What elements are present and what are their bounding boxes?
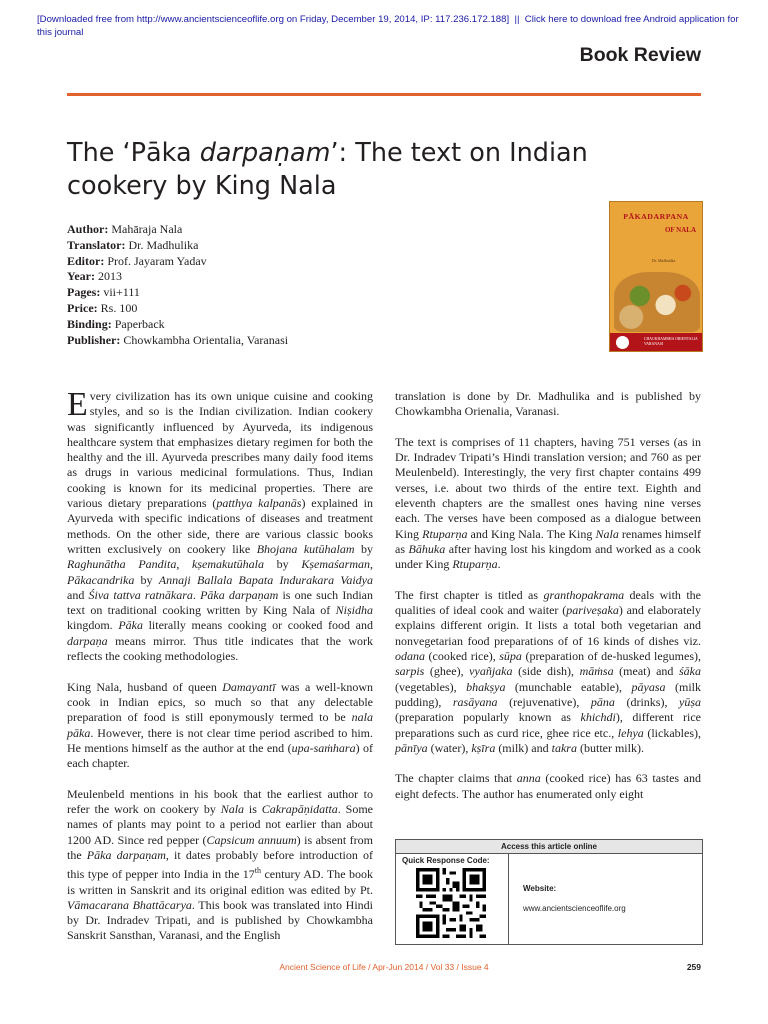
paragraph: The text is comprises of 11 chapters, having 751 verses (as in Dr. Indradev Tripati’s Hindi translation version; and 760 as per Meulenbeld). Interestingly, the very first chapter contains 499 verses, i.e. about two thirds of the entire text. Eighth and eleventh chapters are the smallest ones having nine verses each. The verses have been composed as a dialogue between King Rtuparṇa and King Nala. The King Nala renames himself as Bāhuka after having lost his kingdom and worked as a cook under King Rtuparṇa. bbox=[395, 434, 702, 572]
qr-cell bbox=[396, 854, 509, 944]
qr-label: Quick Response Code: bbox=[402, 856, 490, 865]
paragraph: King Nala, husband of queen Damayantī was a well-known cook in Indian epics, so much so that any delectable preparation of food is still eponymously termed to be nala pāka. However, there is not clear time period ascribed to him. He mentions himself as the author at the end (upa-saṁhara) of each chapter. bbox=[67, 679, 374, 771]
publisher-logo-icon bbox=[616, 336, 629, 349]
meta-price: Price: Rs. 100 bbox=[67, 300, 138, 315]
cover-title: PĀKADARPANA bbox=[623, 212, 689, 221]
paragraph: The chapter claims that anna (cooked rice) has 63 tastes and eight defects. The author has enumerated only eight bbox=[395, 771, 701, 801]
paragraph: Every civilization has its own unique cuisine and cooking styles, and so is the Indian civilization. Indian cookery was significantly influenced by Ayurveda, its indigenous healthcare system that emphasizes dietary regimen for both the healthy and the ill. Ayurveda prescribes many daily food items as drugs in various medicinal formulations. Thus, Indian cooking is known for its medicinal properties. There are various dietary preparations (patthya kalpanās) explained in Ayurveda with specific indications of diseases and treatment methods. On the other side, there are various classic books written exclusively on cookery like Bhojana kutūhalam by Raghunātha Pandita, kṣemakutūhala by Kṣemaśarman, Pākacandrika by Annaji Ballala Bapata Indurakara Vaidya and Śiva tattva ratnākara. Pāka darpaṇam is one such Indian text on traditional cooking written by King Nala of Niṣidha kingdom. Pāka literally means cooking or cooked food and darpaṇa means mirror. Thus title indicates that the work reflects the cooking methodologies. bbox=[67, 386, 374, 664]
meta-year: Year: 2013 bbox=[67, 269, 122, 284]
meta-binding: Binding: Paperback bbox=[67, 316, 165, 331]
access-box bbox=[395, 839, 703, 945]
paragraph: translation is done by Dr. Madhulika and is published by Chowkambha Orienalia, Varanasi. bbox=[395, 389, 701, 419]
section-heading: Book Review bbox=[579, 44, 701, 66]
header-rule bbox=[67, 93, 701, 96]
cover-subtitle: OF NALA bbox=[664, 226, 696, 234]
cover-publisher: CHAUKHAMBHA ORIENTALIA VARANASI bbox=[644, 337, 698, 346]
meta-pages: Pages: vii+111 bbox=[67, 285, 140, 300]
access-header: Access this article online bbox=[396, 840, 702, 854]
website-link[interactable]: www.ancientscienceoflife.org bbox=[523, 904, 626, 913]
meta-publisher: Publisher: Chowkambha Orientalia, Varanasi bbox=[67, 332, 289, 347]
journal-citation: Ancient Science of Life / Apr-Jun 2014 / Vol 33 / Issue 4 bbox=[279, 962, 489, 972]
paragraph: Meulenbeld mentions in his book that the earliest author to refer the work on cookery by Nala is Cakrapāṇidatta. Some names of plants may point to a period not earlier than about 1200 AD. Since red pepper (Capsicum annuum) is absent from the Pāka darpaṇam, it dates probably before introduction of this type of pepper into India in the 17th century AD. The book is written in Sanskrit and its original edition was edited by Pt. Vāmacarana Bhattācarya. This book was translated into Hindi by Dr. Indradev Tripati, and is published by Chowkambha Sanskrit Sansthan, Varanasi, and the English bbox=[67, 786, 374, 943]
meta-author: Author: Mahāraja Nala bbox=[67, 222, 183, 236]
book-metadata bbox=[67, 222, 587, 348]
book-cover-image bbox=[609, 201, 703, 352]
qr-code-icon[interactable] bbox=[416, 868, 486, 938]
meta-editor: Editor: Prof. Jayaram Yadav bbox=[67, 253, 207, 268]
cover-food-illustration bbox=[614, 272, 700, 332]
download-notice[interactable]: [Downloaded free from http://www.ancientscienceoflife.org on Friday, December 19, 2014, IP: 117.236.172.188] || Click here to download free Android application for this journal bbox=[37, 14, 739, 38]
page-number: 259 bbox=[686, 962, 701, 972]
column-right bbox=[395, 389, 701, 817]
paragraph: The first chapter is titled as granthopakrama deals with the qualities of ideal cook and waiter (pariveṣaka) and elaborately explains different origin. It lists a total both vegetarian and nonvegetarian food preparations of of 16 kinds of dishes viz. odana (cooked rice), sūpa (preparation of de-husked legumes), sarpis (ghee), vyañjaka (side dish), māṁsa (meat) and śāka (vegetables), bhakṣya (munchable eatable), pāyasa (milk pudding), rasāyana (rejuvenative), pāna (drinks), yūṣa (preparation popularly known as khichdi), different rice preparations such as curd rice, ghee rice etc., lehya (lickables), pānīya (water), kṣīra (milk) and takra (butter milk). bbox=[395, 587, 701, 755]
website-label: Website: bbox=[523, 884, 557, 893]
meta-translator: Translator: Dr. Madhulika bbox=[67, 237, 199, 252]
cover-author: Dr. Madhulika bbox=[652, 258, 676, 263]
column-left bbox=[67, 386, 374, 959]
article-title: The ‘Pāka darpaṇam’: The text on Indian cookery by King Nala bbox=[67, 138, 588, 201]
